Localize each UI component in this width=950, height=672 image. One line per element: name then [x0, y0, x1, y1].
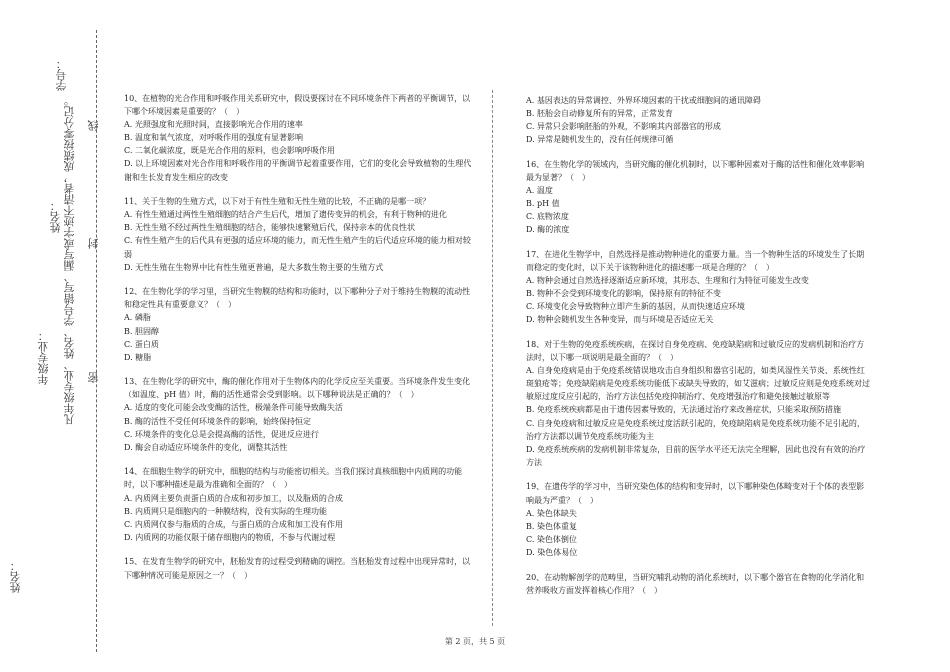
- question-15: [124, 555, 474, 581]
- question-stem: 13、在生物化学的研究中，酶的催化作用对于生物体内的化学反应至关重要。当环境条件发生变化（如温度、pH 值）时，酶的活性通常会受到影响。以下哪种说法是正确的？（ ）: [124, 377, 471, 400]
- option-b: B. 温度和氧气浓度，对呼吸作用的强度有显著影响: [124, 133, 303, 143]
- xian-mark: 线: [87, 120, 100, 131]
- option-c: C. 有性生殖产生的后代具有更强的适应环境的能力，而无性生殖产生的后代适应环境的能力相对较弱: [124, 236, 471, 259]
- grade-label: 年级专业：: [37, 330, 50, 385]
- question-16: [526, 158, 871, 237]
- binding-margin: [0, 0, 120, 672]
- option-b: B. 无性生殖不经过两性生殖细胞的结合，能够快速繁殖后代，保持亲本的优良性状: [124, 223, 415, 233]
- option-d: D. 免疫系统疾病的发病机制非常复杂，目前的医学水平还无法完全理解，因此也没有有效的治疗方法: [526, 444, 866, 467]
- option-b: B. 胆固醇: [124, 326, 159, 336]
- question-stem: 14、在细胞生物学的研究中，细胞的结构与功能密切相关。当我们探讨真核细胞中内质网的功能时，以下哪种描述是最为准确和全面的？（ ）: [124, 467, 463, 490]
- feng-mark: 封: [87, 238, 100, 249]
- option-b: B. 物种不会受到环境变化的影响，保持原有的特征不变: [526, 289, 721, 299]
- option-c: C. 自身免疫病和过敏反应是免疫系统过度活跃引起的，免疫缺陷病是免疫系统功能不足引起的，治疗方法都以调节免疫系统功能为主: [526, 418, 865, 441]
- option-b: B. pH 值: [526, 199, 560, 209]
- option-a: A. 适度的变化可能会改变酶的活性，极端条件可能导致酶失活: [124, 403, 343, 413]
- question-10: [124, 92, 474, 184]
- option-a: A. 自身免疫病是由于免疫系统错误地攻击自身组织和器官引起的，如类风湿性关节炎、系统性红斑狼疮等；免疫缺陷病是免疫系统功能低下或缺失导致的，如艾滋病；过敏反应则是免疫系统对过敏原过度反应引起的，治疗方法包括免疫抑制治疗、免疫增强治疗和避免接触过敏原等: [526, 366, 870, 402]
- name-label: 姓名：: [49, 200, 62, 233]
- question-stem: 12、在生物化学的学习里，当研究生物膜的结构和功能时，以下哪种分子对于维持生物膜的流动性和稳定性具有重要意义？（ ）: [124, 287, 471, 310]
- school-label: 姓名：: [9, 560, 22, 593]
- option-c: C. 底物浓度: [526, 212, 569, 222]
- question-stem: 17、在进化生物学中，自然选择是推动物种进化的重要力量。当一个物种生活的环境发生了长期而稳定的变化时，以下关于该物种进化的描述哪一项是合理的？（ ）: [526, 249, 865, 273]
- option-b: B. 染色体重复: [526, 521, 577, 531]
- option-a: A. 磷脂: [124, 313, 151, 323]
- option-c: C. 异常只会影响胚胎的外观，不影响其内部器官的形成: [526, 122, 721, 132]
- student-id-label: 学号：: [55, 58, 68, 91]
- option-a: A. 染色体缺失: [526, 508, 577, 518]
- notice-text: 凡年级专业、姓名、学号错写、漏写或字迹不清者，成绩按零分记。: [63, 95, 76, 425]
- question-20: [526, 571, 871, 597]
- option-d: D. 物种会随机发生各种变异，而与环境是否适应无关: [526, 315, 714, 325]
- question-stem: 11、关于生物的生殖方式，以下对于有性生殖和无性生殖的比较，不正确的是哪一项？: [124, 197, 431, 207]
- question-17: [526, 248, 871, 327]
- question-stem: 10、在植物的光合作用和呼吸作用关系研究中，假设要探讨在不同环境条件下两者的平衡调节，以下哪个环境因素是重要的？（ ）: [124, 94, 471, 117]
- question-stem: 20、在动物解剖学的范畴里，当研究哺乳动物的消化系统时，以下哪个器官在食物的化学消化和营养吸收方面发挥着核心作用？（ ）: [526, 572, 865, 595]
- option-d: D. 酶会自动适应环境条件的变化，调整其活性: [124, 442, 288, 452]
- question-13: [124, 375, 474, 454]
- option-b: B. 胚胎会自动修复所有的异常，正常发育: [526, 109, 673, 119]
- option-a: A. 物种会通过自然选择逐渐适应新环境，其形态、生理和行为特征可能发生改变: [526, 276, 809, 286]
- question-11: [124, 195, 474, 274]
- option-a: A. 内质网主要负责蛋白质的合成和初步加工，以及脂质的合成: [124, 493, 343, 503]
- option-b: B. 内质网只是细胞内的一种膜结构，没有实际的生理功能: [124, 506, 327, 516]
- option-a: A. 光照强度和光照时间，直接影响光合作用的速率: [124, 120, 303, 130]
- option-c: C. 内质网仅参与脂质的合成，与蛋白质的合成和加工没有作用: [124, 519, 343, 529]
- option-d: D. 内质网的功能仅限于储存细胞内的物质，不参与代谢过程: [124, 532, 336, 542]
- question-18: [526, 338, 871, 469]
- page-number: 第 2 页，共 5 页: [444, 637, 506, 646]
- question-stem: 15、在发育生物学的研究中，胚胎发育的过程受到精确的调控。当胚胎发育过程中出现异常时，以下哪种情况可能是原因之一？（ ）: [124, 557, 471, 580]
- question-15-options: [526, 94, 871, 146]
- question-stem: 16、在生物化学的领域内，当研究酶的催化机制时，以下哪种因素对于酶的活性和催化效率影响最为显著？（ ）: [526, 159, 865, 182]
- option-a: A. 温度: [526, 186, 553, 196]
- question-14: [124, 465, 474, 544]
- seal-mark: 密: [87, 372, 100, 383]
- left-column: [124, 92, 474, 593]
- column-divider: [492, 90, 493, 626]
- option-d: D. 以上环境因素对光合作用和呼吸作用的平衡调节起着重要作用，它们的变化会导致植物的生理代谢和生长发育发生相应的改变: [124, 159, 472, 182]
- option-c: C. 染色体倒位: [526, 534, 577, 544]
- question-stem: 19、在遗传学的学习中，当研究染色体的结构和变异时，以下哪种染色体畸变对于个体的表型影响最为严重？（ ）: [526, 482, 865, 505]
- question-19: [526, 480, 871, 559]
- option-d: D. 酶的浓度: [526, 225, 570, 235]
- option-a: A. 基因表达的异常调控、外界环境因素的干扰或细胞间的通讯障碍: [526, 96, 761, 105]
- option-d: D. 无性生殖在生物界中比有性生殖更普遍，是大多数生物主要的生殖方式: [124, 262, 384, 272]
- right-column: [526, 94, 871, 608]
- binding-dashed-line: [96, 30, 97, 652]
- option-c: C. 环境变化会导致物种立即产生新的基因，从而快速适应环境: [526, 302, 745, 312]
- option-a: A. 有性生殖通过两性生殖细胞的结合产生后代，增加了遗传变异的机会，有利于物种的进化: [124, 210, 447, 220]
- option-d: D. 糖脂: [124, 352, 152, 362]
- option-c: C. 蛋白质: [124, 339, 159, 349]
- option-b: B. 酶的活性不受任何环境条件的影响，始终保持恒定: [124, 416, 311, 426]
- option-c: C. 环境条件的变化总是会提高酶的活性，促进反应进行: [124, 429, 319, 439]
- option-c: C. 二氧化碳浓度，既是光合作用的原料，也会影响呼吸作用: [124, 146, 335, 156]
- option-b: B. 免疫系统疾病都是由于遗传因素导致的，无法通过治疗来改善症状，只能采取预防措施: [526, 405, 841, 415]
- option-d: D. 异常是随机发生的，没有任何规律可循: [526, 135, 674, 145]
- question-stem: 18、对于生物的免疫系统疾病，在探讨自身免疫病、免疫缺陷病和过敏反应的发病机制和治疗方法时，以下哪一项说明是最全面的？（ ）: [526, 340, 865, 363]
- question-12: [124, 285, 474, 364]
- option-d: D. 染色体易位: [526, 547, 578, 557]
